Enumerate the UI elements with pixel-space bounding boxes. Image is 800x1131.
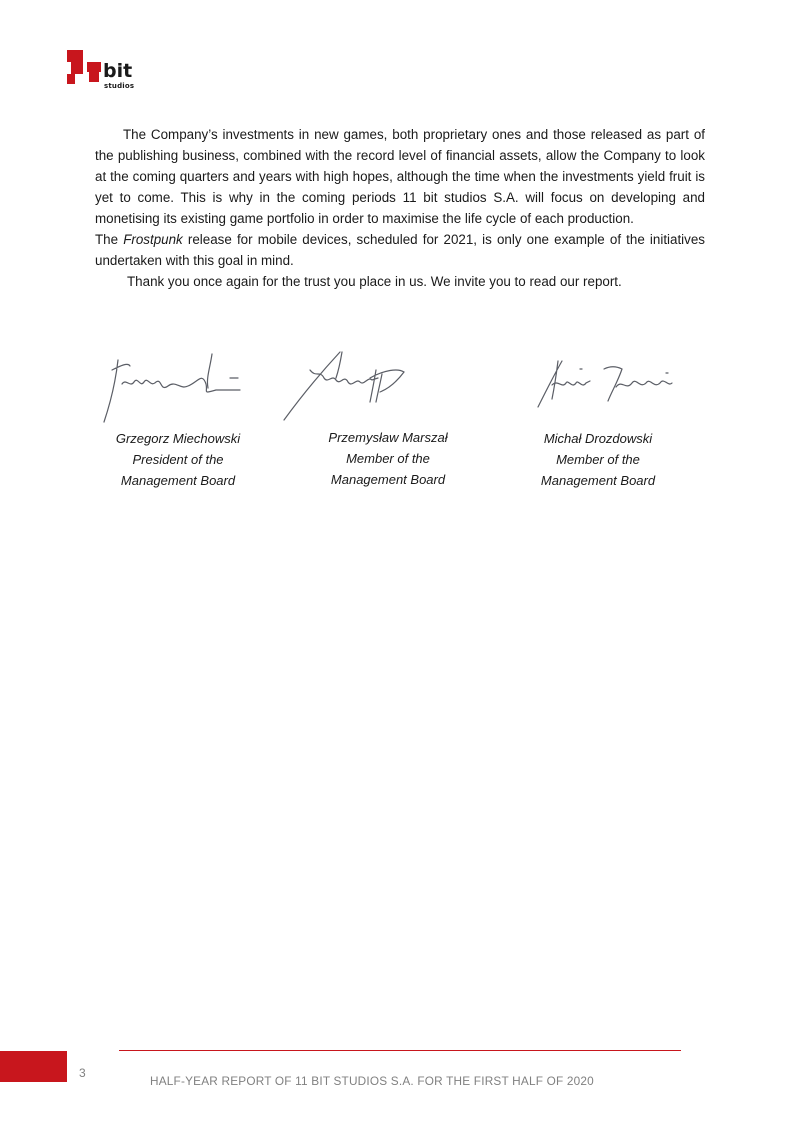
signatory-role: Member of the <box>556 452 640 467</box>
signature-drozdowski <box>532 355 682 411</box>
game-title: Frostpunk <box>123 232 183 247</box>
signatory-name: Przemysław Marszał <box>328 430 448 445</box>
signatory-role: Management Board <box>330 472 446 487</box>
footer-title: HALF-YEAR REPORT OF 11 BIT STUDIOS S.A. FOR THE FIRST HALF OF 2020 <box>150 1074 594 1088</box>
paragraph-investments: The Company’s investments in new games, both proprietary ones and those released as part of the publishing business, combined with the record level of financial assets, allow the Company to look at the coming quarters and years with high hopes, although the time when the investments yield fruit is yet to come. This is why in the coming periods 11 bit studios S.A. will focus on developing and monetising its existing game portfolio in order to maximise the life cycle of each production. <box>95 127 705 226</box>
footer-divider <box>119 1050 681 1051</box>
logo-mark-icon <box>67 50 103 86</box>
signatory-role: President of the <box>132 452 224 467</box>
letter-body <box>95 124 705 292</box>
signatory-1 <box>78 428 278 491</box>
company-logo <box>67 50 147 92</box>
signatory-role: Management Board <box>540 473 656 488</box>
signatory-role: Member of the <box>346 451 430 466</box>
paragraph-thanks: Thank you once again for the trust you place in us. We invite you to read our report. <box>127 274 622 289</box>
signatory-name: Grzegorz Miechowski <box>115 431 241 446</box>
signatory-3 <box>498 428 698 491</box>
logo-wordmark: bit <box>103 60 133 82</box>
signatory-name: Michał Drozdowski <box>543 431 653 446</box>
page-number: 3 <box>79 1066 86 1080</box>
signature-miechowski <box>98 348 248 426</box>
signatory-2 <box>288 427 488 490</box>
logo-subtitle: studios <box>104 82 135 90</box>
signature-marszal <box>280 348 415 423</box>
footer-accent-block <box>0 1051 67 1082</box>
signatory-role: Management Board <box>120 473 236 488</box>
paragraph-frostpunk: The Frostpunk release for mobile devices, scheduled for 2021, is only one example of the initiatives undertaken with this goal in mind. <box>95 232 705 268</box>
